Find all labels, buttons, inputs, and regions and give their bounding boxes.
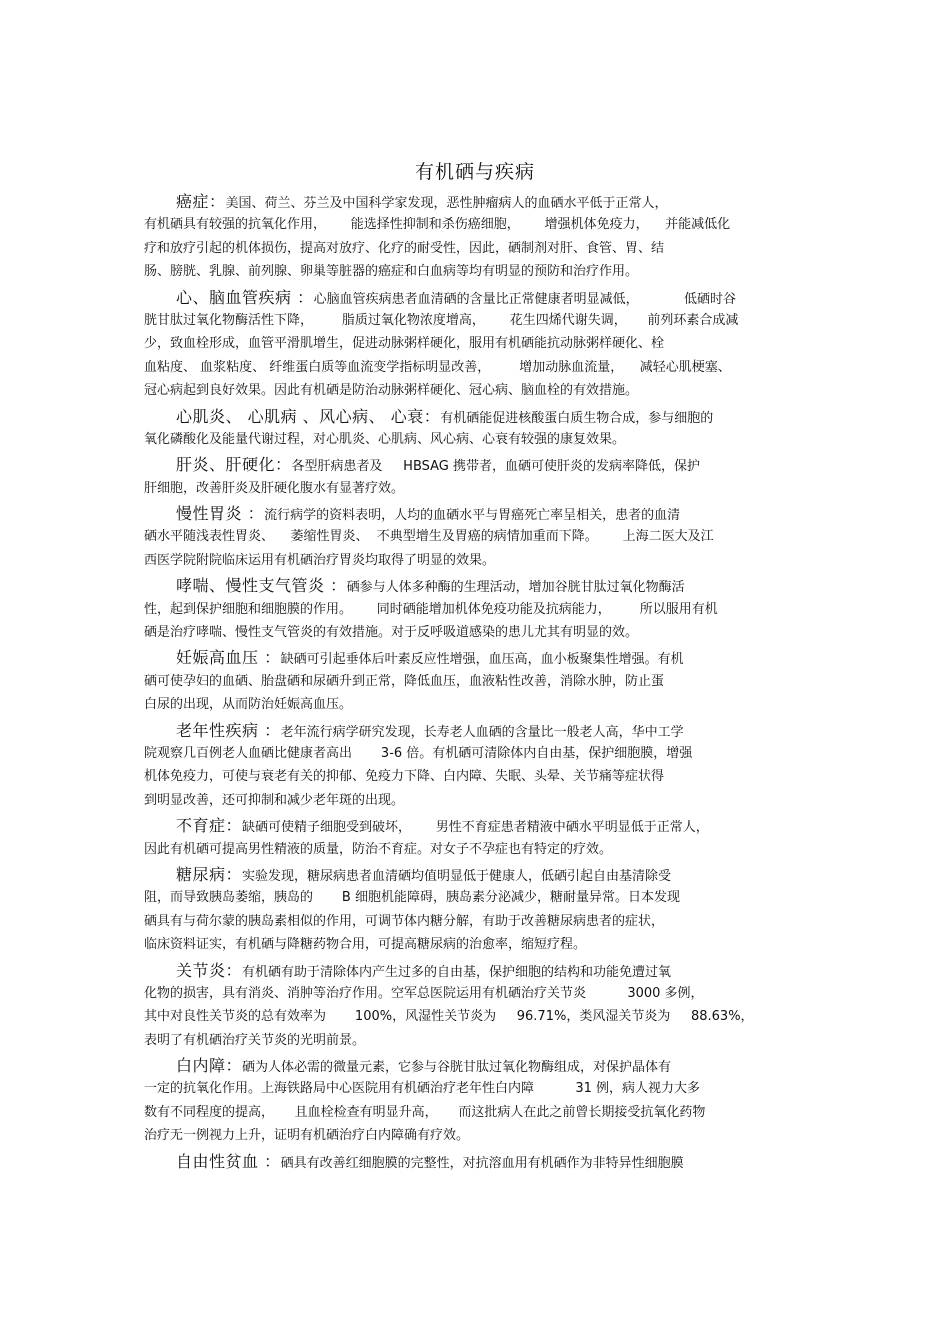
paragraph-line	[0, 1124, 950, 1147]
paragraph-first-line	[0, 646, 950, 669]
paragraph-line	[0, 379, 950, 402]
paragraph-line	[0, 549, 950, 572]
line-text: 西医学院附院临床运用有机硒治疗胃炎均取得了明显的效果。	[144, 552, 496, 568]
line-text: 实验发现，糖尿病患者血清硒均值明显低于健康人，低硒引起自由基清除受	[242, 868, 672, 884]
paragraph-line	[0, 260, 950, 283]
section-heading: 癌症：	[176, 192, 226, 211]
document-body	[0, 190, 950, 1175]
paragraph-line	[0, 428, 950, 451]
line-text: 硒水平随浅表性胃炎、 萎缩性胃炎、 不典型增生及胃癌的病情加重而下降。 上海二医大及江	[144, 529, 714, 545]
paragraph-first-line	[0, 405, 950, 428]
line-text: 冠心病起到良好效果。因此有机硒是防治动脉粥样硬化、冠心病、脑血栓的有效措施。	[144, 383, 639, 399]
paragraph-line	[0, 309, 950, 332]
line-text: 临床资料证实，有机硒与降糖药物合用，可提高糖尿病的治愈率，缩短疗程。	[144, 937, 587, 953]
paragraph	[0, 719, 950, 815]
line-text: 疗和放疗引起的机体损伤，提高对放疗、化疗的耐受性，因此，硒制剂对肝、食管、胃、结	[144, 240, 665, 256]
section-heading: 老年性疾病 ：	[176, 720, 281, 740]
paragraph-first-line	[0, 190, 950, 213]
paragraph	[0, 814, 950, 863]
line-text: 硒是治疗哮喘、慢性支气管炎的有效措施。对于反呼吸道感染的患儿尤其有明显的效。	[144, 625, 639, 641]
paragraph	[0, 646, 950, 718]
paragraph-line	[0, 789, 950, 812]
paragraph-line	[0, 332, 950, 355]
paragraph	[0, 959, 950, 1055]
paragraph-first-line	[0, 1054, 950, 1077]
line-text: 白尿的出现，从而防治妊娠高血压。	[144, 697, 353, 713]
section-heading: 不育症：	[176, 816, 243, 836]
line-text: 表明了有机硒治疗关节炎的光明前景。	[144, 1032, 366, 1048]
line-text: 数有不同程度的提高， 且血栓检查有明显升高， 而这批病人在此之前曾长期接受抗氧化药物	[144, 1104, 706, 1120]
paragraph-line	[0, 356, 950, 379]
paragraph	[0, 574, 950, 646]
paragraph-first-line	[0, 502, 950, 525]
line-text: 流行病学的资料表明，人均的血硒水平与胃癌死亡率呈相关，患者的血清	[264, 508, 681, 524]
line-text: 硒具有改善红细胞膜的完整性，对抗溶血用有机硒作为非特异性细胞膜	[280, 1155, 684, 1171]
section-heading: 自由性贫血 ：	[176, 1151, 281, 1171]
line-text: 肠、膀胱、乳腺、前列腺、卵巢等脏器的癌症和白血病等均有明显的预防和治疗作用。	[144, 264, 639, 280]
line-text: 性，起到保护细胞和细胞膜的作用。 同时硒能增加机体免疫功能及抗病能力， 所以服用有机	[144, 601, 718, 617]
paragraph	[0, 1150, 950, 1175]
paragraph-first-line	[0, 1150, 950, 1173]
paragraph	[0, 1054, 950, 1150]
line-text: 阻，而导致胰岛萎缩，胰岛的 B 细胞机能障碍，胰岛素分泌减少，糖耐量异常。日本发现	[144, 890, 680, 906]
line-text: 血粘度、 血浆粘度、 纤维蛋白质等血流变学指标明显改善， 增加动脉血流量， 减轻心肌梗塞、	[144, 359, 731, 375]
line-text: 机体免疫力，可使与衰老有关的抑郁、免疫力下降、白内障、失眠、头晕、关节痛等症状得	[144, 769, 665, 785]
paragraph-line	[0, 477, 950, 500]
line-text: 化物的损害，具有消炎、消肿等治疗作用。空军总医院运用有机硒治疗关节炎 3000 多例，	[144, 985, 704, 1001]
section-heading: 哮喘、慢性支气管炎 ：	[176, 576, 347, 596]
section-heading: 糖尿病：	[176, 864, 243, 884]
section-heading: 肝炎、肝硬化：	[176, 455, 292, 475]
line-text: 院观察几百例老人血硒比健康者高出 3-6 倍。有机硒可清除体内自由基，保护细胞膜，增强	[144, 745, 693, 761]
line-text: 老年流行病学研究发现，长寿老人血硒的含量比一般老人高，华中工学	[280, 724, 684, 740]
paragraph-first-line	[0, 286, 950, 309]
paragraph-first-line	[0, 574, 950, 597]
paragraph	[0, 453, 950, 502]
paragraph	[0, 863, 950, 959]
line-text: 硒为人体必需的微量元素，它参与谷胱甘肽过氧化物酶组成，对保护晶体有	[242, 1060, 672, 1076]
paragraph-line	[0, 525, 950, 548]
paragraph-first-line	[0, 814, 950, 837]
paragraph-line	[0, 621, 950, 644]
paragraph-line	[0, 1077, 950, 1100]
paragraph-line	[0, 838, 950, 861]
section-heading: 关节炎：	[176, 960, 243, 980]
paragraph-line	[0, 933, 950, 956]
line-text: 硒参与人体多种酶的生理活动，增加谷胱甘肽过氧化物酶活	[346, 580, 685, 596]
paragraph-line	[0, 693, 950, 716]
paragraph	[0, 190, 950, 286]
line-text: 各型肝病患者及 HBSAG 携带者，血硒可使肝炎的发病率降低，保护	[291, 459, 701, 475]
line-text: 少，致血栓形成，血管平滑肌增生，促进动脉粥样硬化，服用有机硒能抗动脉粥样硬化、栓	[144, 336, 665, 352]
paragraph-line	[0, 213, 950, 236]
paragraph-first-line	[0, 719, 950, 742]
paragraph-first-line	[0, 959, 950, 982]
paragraph-line	[0, 1005, 950, 1028]
paragraph	[0, 405, 950, 454]
paragraph-line	[0, 765, 950, 788]
line-text: 美国、荷兰、芬兰及中国科学家发现，恶性肿瘤病人的血硒水平低于正常人，	[225, 196, 668, 211]
section-heading: 慢性胃炎 ：	[176, 504, 265, 524]
section-heading: 心肌炎、 心肌病 、风心病、 心衰：	[176, 406, 441, 426]
line-text: 到明显改善，还可抑制和减少老年斑的出现。	[144, 792, 405, 808]
line-text: 因此有机硒可提高男性精液的质量，防治不育症。对女子不孕症也有特定的疗效。	[144, 841, 613, 857]
paragraph-line	[0, 1029, 950, 1052]
section-heading: 白内障：	[176, 1056, 243, 1076]
line-text: 胱甘肽过氧化物酶活性下降， 脂质过氧化物浓度增高， 花生四烯代谢失调， 前列环素合成减	[144, 312, 739, 328]
line-text: 有机硒能促进核酸蛋白质生物合成，参与细胞的	[440, 410, 714, 426]
paragraph-first-line	[0, 453, 950, 476]
line-text: 缺硒可引起垂体后叶素反应性增强，血压高，血小板聚集性增强。有机	[280, 652, 684, 668]
line-text: 缺硒可使精子细胞受到破坏， 男性不育症患者精液中硒水平明显低于正常人，	[242, 820, 709, 836]
line-text: 心脑血管疾病患者血清硒的含量比正常健康者明显减低， 低硒时谷	[313, 291, 737, 307]
line-text: 肝细胞，改善肝炎及肝硬化腹水有显著疗效。	[144, 480, 405, 496]
line-text: 有机硒具有较强的抗氧化作用， 能选择性抑制和杀伤癌细胞， 增强机体免疫力， 并能减低化	[144, 217, 731, 233]
paragraph-first-line	[0, 863, 950, 886]
line-text: 硒可使孕妇的血硒、胎盘硒和尿硒升到正常，降低血压，血液粘性改善，消除水肿，防止蛋	[144, 673, 665, 689]
paragraph	[0, 286, 950, 405]
paragraph-line	[0, 237, 950, 260]
paragraph-line	[0, 670, 950, 693]
line-text: 有机硒有助于清除体内产生过多的自由基，保护细胞的结构和功能免遭过氧	[242, 964, 672, 980]
line-text: 氧化磷酸化及能量代谢过程，对心肌炎、心肌病、风心病、心衰有较强的康复效果。	[144, 431, 626, 447]
paragraph	[0, 502, 950, 574]
paragraph-line	[0, 598, 950, 621]
paragraph-line	[0, 910, 950, 933]
paragraph-line	[0, 1101, 950, 1124]
line-text: 其中对良性关节炎的总有效率为 100%，风湿性关节炎为 96.71%，类风湿关节炎为 88.63%，	[144, 1009, 754, 1025]
paragraph-line	[0, 742, 950, 765]
document-title: 有机硒与疾病	[414, 161, 535, 183]
line-text: 治疗无一例视力上升，证明有机硒治疗白内障确有疗效。	[144, 1128, 470, 1144]
section-heading: 妊娠高血压 ：	[176, 648, 281, 668]
paragraph-line	[0, 982, 950, 1005]
line-text: 硒具有与荷尔蒙的胰岛素相似的作用，可调节体内糖分解，有助于改善糖尿病患者的症状，	[144, 913, 665, 929]
line-text: 一定的抗氧化作用。上海铁路局中心医院用有机硒治疗老年性白内障 31 例，病人视力大多	[144, 1081, 700, 1097]
paragraph-gap	[0, 1173, 950, 1175]
paragraph-line	[0, 886, 950, 909]
section-heading: 心、脑血管疾病 ：	[176, 287, 314, 307]
